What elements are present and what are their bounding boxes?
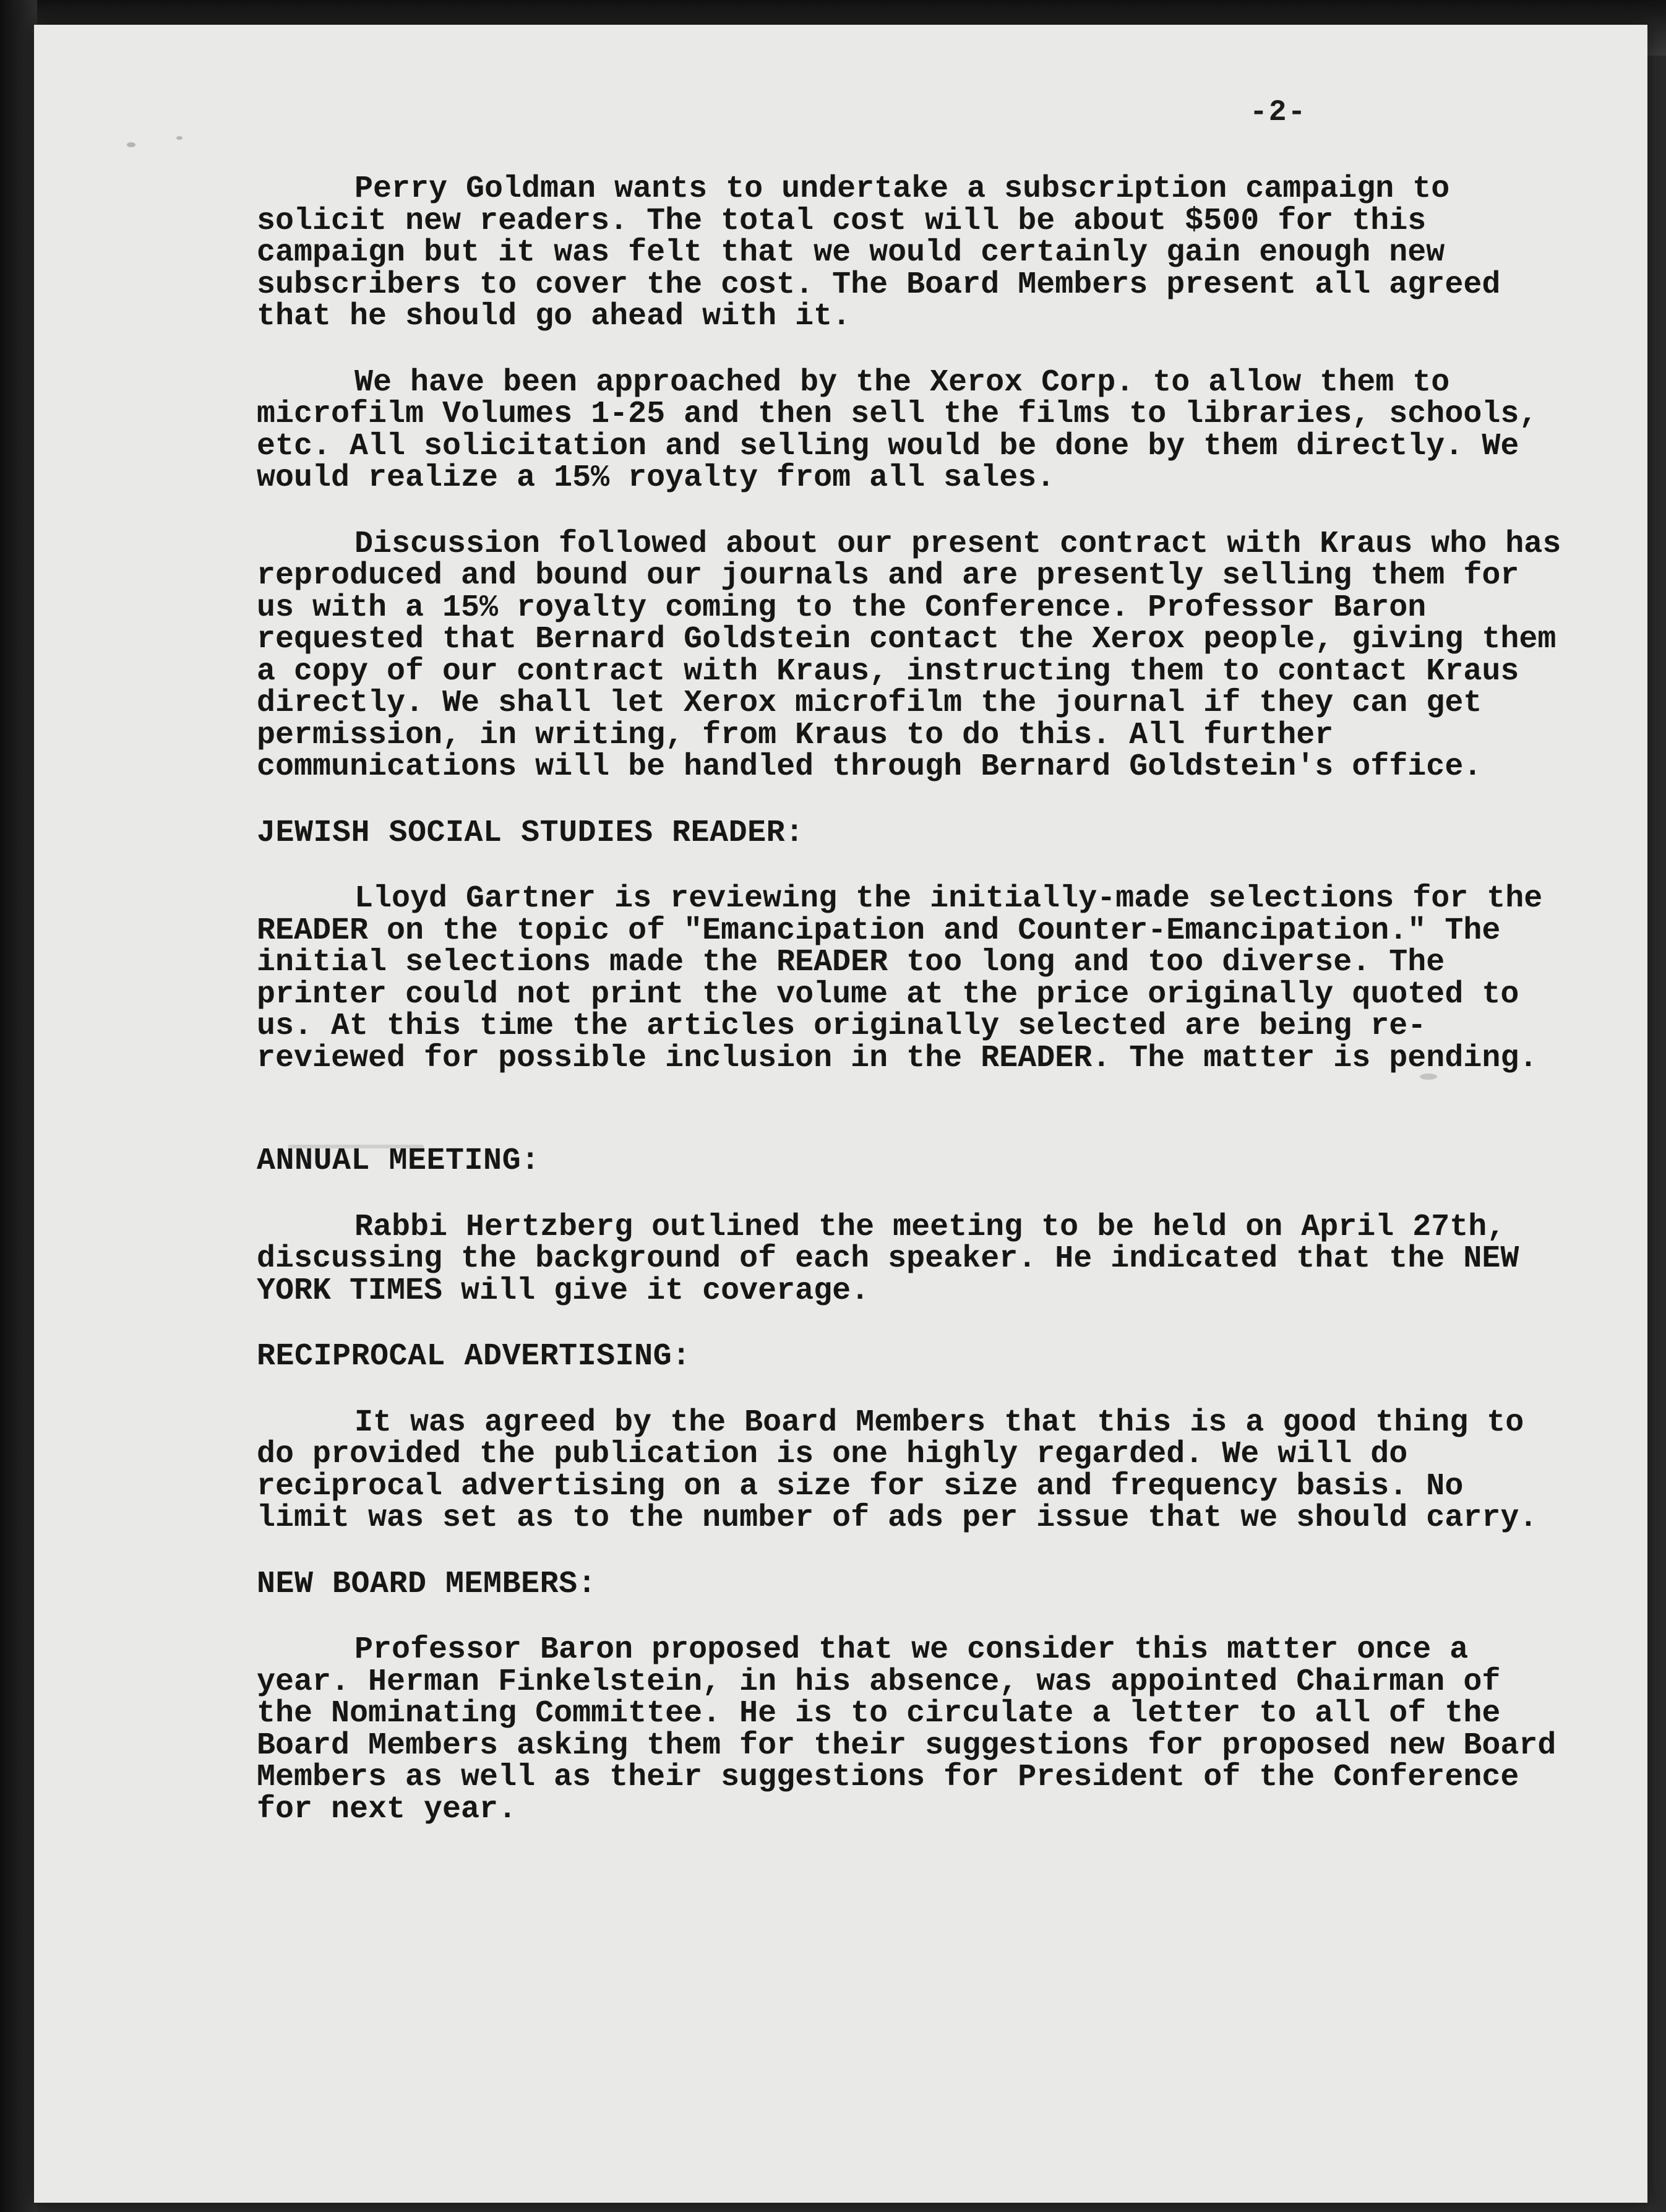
paragraph-reader-selections: Lloyd Gartner is reviewing the initially-made selections for the READER on the topic of "Emancipation and Counter-Emancipation." The initial selections made the READER too long and too diverse. The printer could not print the volume at the price originally quoted to us. At this time the articles originally selected are being re-reviewed for possible inclusion in the READER. The matter is pending. bbox=[257, 881, 1543, 1076]
heading-new-board-members: NEW BOARD MEMBERS: bbox=[257, 1566, 597, 1602]
document-body bbox=[257, 173, 1574, 1859]
paragraph-xerox-microfilm: We have been approached by the Xerox Corp. to allow them to microfilm Volumes 1-25 and then sell the films to libraries, schools, etc. All solicitation and selling would be done by them directly. We would realize a 15% royalty from all sales. bbox=[257, 364, 1538, 496]
paragraph-subscription-campaign: Perry Goldman wants to undertake a subscription campaign to solicit new readers. The total cost will be about $500 for this campaign but it was felt that we would certainly gain enough new subscribers to cover the cost. The Board Members present all agreed that he should go ahead with it. bbox=[257, 171, 1501, 334]
paragraph-new-board-members: Professor Baron proposed that we consider this matter once a year. Herman Finkelstein, in his absence, was appointed Chairman of the Nominating Committee. He is to circulate a letter to all of the Board Members asking them for their suggestions for proposed new Board Members as well as their suggestions for President of the Conference for next year. bbox=[257, 1632, 1557, 1827]
paragraph-annual-meeting: Rabbi Hertzberg outlined the meeting to be held on April 27th, discussing the background of each speaker. He indicated that the NEW YORK TIMES will give it coverage. bbox=[257, 1209, 1519, 1309]
scan-smudge bbox=[288, 1145, 424, 1148]
paragraph-kraus-contract: Discussion followed about our present contract with Kraus who has reproduced and bound our journals and are presently selling them for us with a 15% royalty coming to the Conference. Professor Baron requested that Bernard Goldstein contact the Xerox people, giving them a copy of our contract with Kraus, instructing them to contact Kraus directly. We shall let Xerox microfilm the journal if they can get permission, in writing, from Kraus to do this. All further communications will be handled through Bernard Goldstein's office. bbox=[257, 526, 1561, 785]
scan-smudge bbox=[127, 142, 135, 147]
scan-smudge bbox=[1420, 1074, 1437, 1080]
scan-border-left bbox=[0, 0, 37, 2212]
paragraph-reciprocal-advertising: It was agreed by the Board Members that this is a good thing to do provided the publication is one highly regarded. We will do reciprocal advertising on a size for size and frequency basis. No limit was set as to the number of ads per issue that we should carry. bbox=[257, 1405, 1538, 1536]
document-page bbox=[34, 25, 1647, 2203]
page-number: -2- bbox=[1250, 96, 1307, 129]
heading-reciprocal-advertising: RECIPROCAL ADVERTISING: bbox=[257, 1339, 691, 1374]
scan-smudge bbox=[176, 136, 182, 140]
heading-annual-meeting: ANNUAL MEETING: bbox=[257, 1143, 540, 1179]
heading-jewish-social-studies-reader: JEWISH SOCIAL STUDIES READER: bbox=[257, 815, 804, 851]
